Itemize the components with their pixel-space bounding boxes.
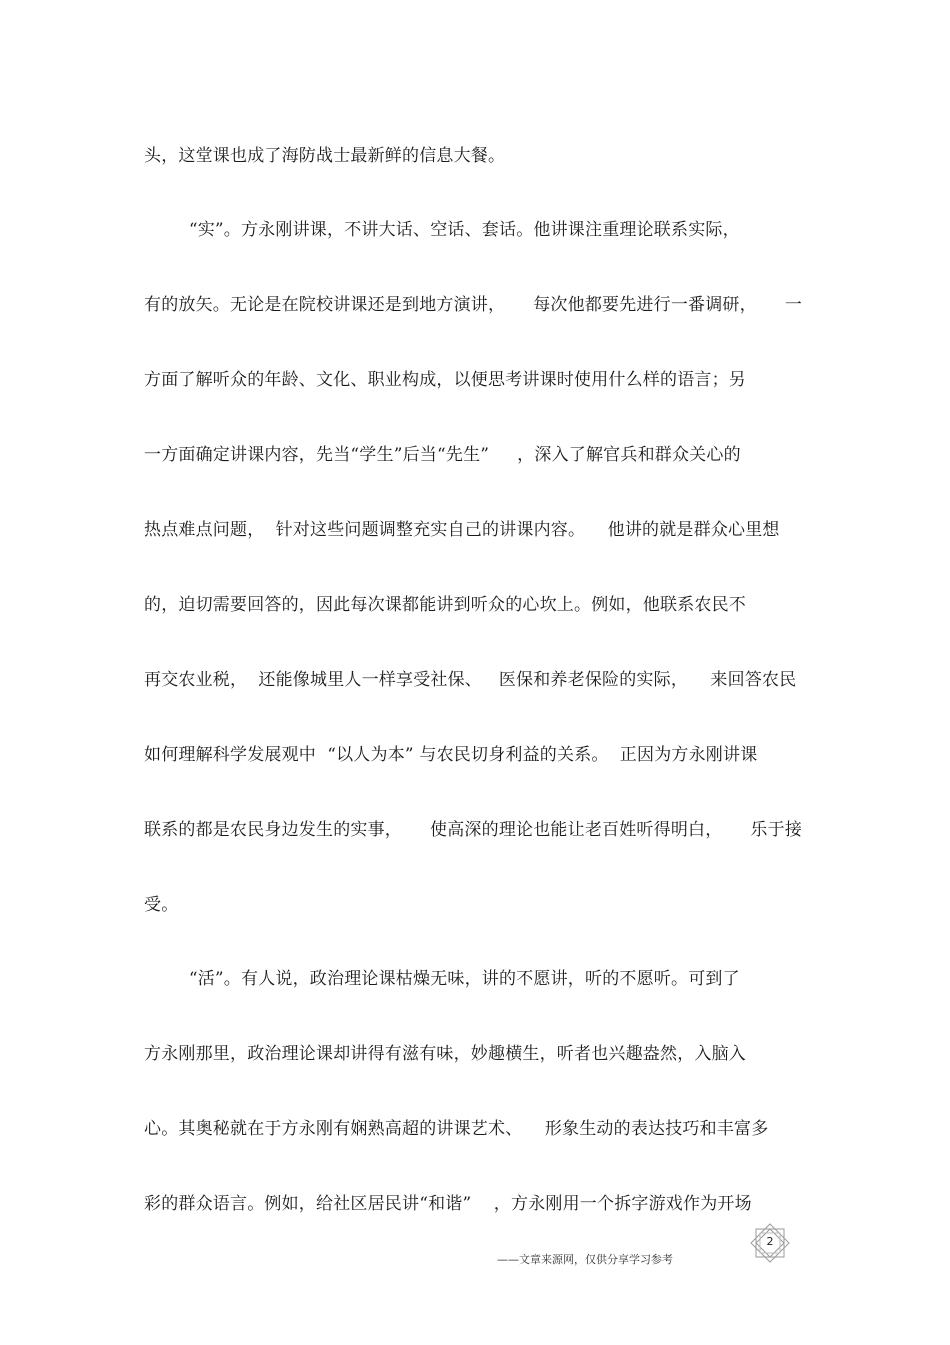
page-number-badge xyxy=(748,1223,792,1263)
text-line: 的，迫切需要回答的，因此每次课都能讲到听众的心坎上。例如，他联系农民不 xyxy=(144,595,746,615)
text-line: 心。其奥秘就在于方永刚有娴熟高超的讲课艺术、 形象生动的表达技巧和丰富多 xyxy=(144,1119,769,1139)
text-line: 头，这堂课也成了海防战士最新鲜的信息大餐。 xyxy=(144,146,506,166)
text-line: “实”。方永刚讲课，不讲大话、空话、套话。他讲课注重理论联系实际， xyxy=(144,220,740,240)
page-number: 2 xyxy=(766,1235,774,1248)
text-line: 方面了解听众的年龄、文化、职业构成，以便思考讲课时使用什么样的语言；另 xyxy=(144,370,746,390)
text-line: 方永刚那里，政治理论课却讲得有滋有味，妙趣横生，听者也兴趣盎然，入脑入 xyxy=(144,1044,746,1064)
text-line: 再交农业税， 还能像城里人一样享受社保、 医保和养老保险的实际， 来回答农民 xyxy=(144,670,797,690)
footer-source-note: ——文章来源网，仅供分享学习参考 xyxy=(497,1253,673,1266)
text-line: “活”。有人说，政治理论课枯燥无味，讲的不愿讲，听的不愿听。可到了 xyxy=(144,969,740,989)
text-line: 热点难点问题， 针对这些问题调整充实自己的讲课内容。 他讲的就是群众心里想 xyxy=(144,520,780,540)
text-line: 如何理解科学发展观中 “以人为本” 与农民切身利益的关系。 正因为方永刚讲课 xyxy=(144,745,758,765)
text-line: 有的放矢。无论是在院校讲课还是到地方演讲， 每次他都要先进行一番调研， 一 xyxy=(144,295,803,315)
text-line: 彩的群众语言。例如，给社区居民讲“和谐” ，方永刚用一个拆字游戏作为开场 xyxy=(144,1194,752,1214)
text-line: 受。 xyxy=(144,895,179,915)
text-line: 联系的都是农民身边发生的实事， 使高深的理论也能让老百姓听得明白， 乐于接 xyxy=(144,820,803,840)
text-line: 一方面确定讲课内容，先当“学生”后当“先生” ，深入了解官兵和群众关心的 xyxy=(144,445,741,465)
